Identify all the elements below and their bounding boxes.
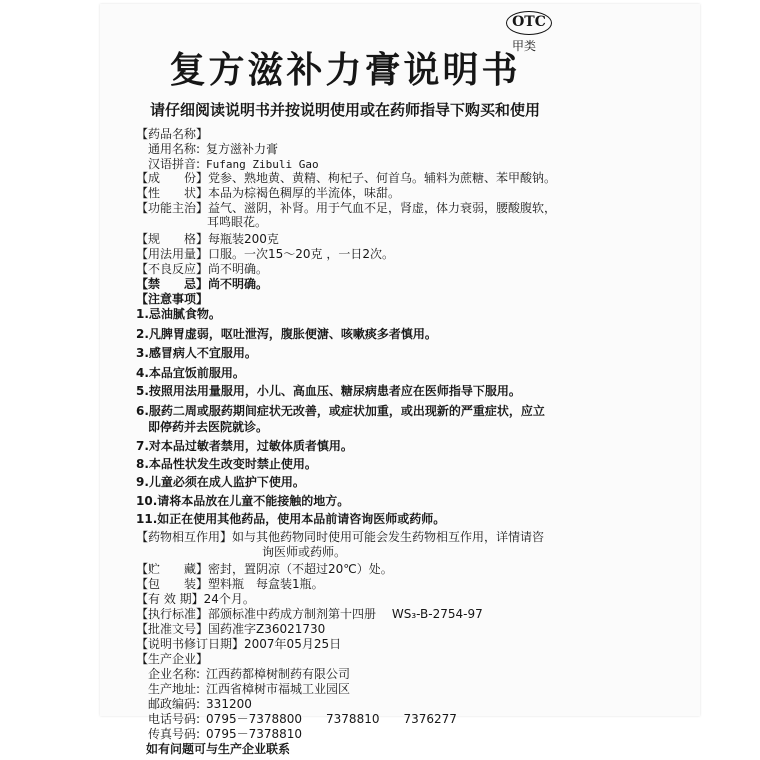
common-name-value: 复方滋补力膏 xyxy=(206,142,279,156)
specification-label: 【规 格】 xyxy=(136,232,209,246)
specification-value: 每瓶装200克 xyxy=(208,232,279,246)
precaution-item: 3.感冒病人不宜服用。 xyxy=(136,346,257,360)
dosage-value: 口服。一次15～20克 ，一日2次。 xyxy=(208,247,395,261)
adverse-value: 尚不明确。 xyxy=(208,262,269,276)
usage-notice: 请仔细阅读说明书并按说明使用或在药师指导下购买和使用 xyxy=(149,101,540,119)
precaution-item: 8.本品性状发生改变时禁止使用。 xyxy=(136,457,317,471)
interactions-cont: 询医师或药师。 xyxy=(262,545,347,559)
dosage-label: 【用法用量】 xyxy=(136,247,209,261)
indications-label: 【功能主治】 xyxy=(136,201,209,215)
precaution-item: 6.服药二周或服药期间症状无改善，或症状加重，或出现新的严重症状，应立 xyxy=(136,404,545,418)
postcode-row xyxy=(148,697,252,711)
phone-label: 电话号码: xyxy=(148,712,201,726)
drug-name-label: 【药品名称】 xyxy=(136,127,209,141)
packaging-row xyxy=(136,577,324,591)
precaution-item: 7.对本品过敏者禁用，过敏体质者慎用。 xyxy=(136,439,353,453)
composition-label: 【成 份】 xyxy=(136,171,209,185)
adverse-row xyxy=(136,262,268,276)
standard-label: 【执行标准】 xyxy=(136,607,209,621)
interactions-row xyxy=(136,530,544,544)
revision-row xyxy=(136,637,341,651)
validity-value: 24个月。 xyxy=(203,592,255,606)
revision-label: 【说明书修订日期】 xyxy=(136,637,245,651)
pinyin-value: Fufang Zibuli Gao xyxy=(206,158,319,171)
postcode-value: 331200 xyxy=(206,697,252,711)
otc-badge: OTC xyxy=(506,11,552,35)
composition-value: 党参、熟地黄、黄精、枸杞子、何首乌。辅料为蔗糖、苯甲酸钠。 xyxy=(208,171,557,185)
precautions-label: 【注意事项】 xyxy=(136,292,209,306)
address-row xyxy=(148,682,350,696)
company-value: 江西药都樟树制药有限公司 xyxy=(206,667,351,681)
postcode-label: 邮政编码: xyxy=(148,697,201,711)
page-title: 复方滋补力膏说明书 xyxy=(169,49,521,91)
phone-row xyxy=(148,712,457,726)
interactions-value: 如与其他药物同时使用可能会发生药物相互作用，详情请咨 xyxy=(232,530,545,544)
character-row xyxy=(136,186,400,200)
validity-row xyxy=(136,592,255,606)
storage-label: 【贮 藏】 xyxy=(136,562,209,576)
specification-row xyxy=(136,232,279,246)
character-label: 【性 状】 xyxy=(136,186,209,200)
fax-label: 传真号码: xyxy=(148,727,201,741)
pinyin-label: 汉语拼音: xyxy=(148,157,201,171)
precaution-item: 11.如正在使用其他药品，使用本品前请咨询医师或药师。 xyxy=(136,512,446,526)
address-label: 生产地址: xyxy=(148,682,201,696)
address-value: 江西省樟树市福城工业园区 xyxy=(206,682,351,696)
phone-value: 0795－7378800 7378810 7376277 xyxy=(206,712,457,726)
revision-value: 2007年05月25日 xyxy=(244,637,342,651)
precaution-item: 1.忌油腻食物。 xyxy=(136,307,221,321)
storage-value: 密封，置阴凉（不超过20℃）处。 xyxy=(208,562,393,576)
precaution-item: 10.请将本品放在儿童不能接触的地方。 xyxy=(136,494,350,508)
dosage-row xyxy=(136,247,394,261)
packaging-value: 塑料瓶 每盒装1瓶。 xyxy=(208,577,324,591)
standard-value: 部颁标准中药成方制剂第十四册 WS₃-B-2754-97 xyxy=(208,607,483,621)
precaution-item: 9.儿童必须在成人监护下使用。 xyxy=(136,475,305,489)
common-name-row xyxy=(148,142,278,156)
indications-cont: 耳鸣眼花。 xyxy=(207,215,268,229)
composition-row xyxy=(136,171,556,185)
indications-value: 益气、滋阴，补肾。用于气血不足，肾虚，体力衰弱，腰酸腹软， xyxy=(208,201,557,215)
precaution-item: 2.凡脾胃虚弱，呕吐泄泻，腹胀便溏、咳嗽痰多者慎用。 xyxy=(136,327,437,341)
character-value: 本品为棕褐色稠厚的半流体，味甜。 xyxy=(208,186,401,200)
indications-row xyxy=(136,201,556,215)
fax-value: 0795－7378810 xyxy=(206,727,303,741)
otc-category: 甲类 xyxy=(512,39,537,53)
pinyin-row xyxy=(148,157,319,172)
company-row xyxy=(148,667,350,681)
packaging-label: 【包 装】 xyxy=(136,577,209,591)
company-label: 企业名称: xyxy=(148,667,201,681)
approval-row xyxy=(136,622,325,636)
contraindications-row xyxy=(136,277,268,291)
approval-label: 【批准文号】 xyxy=(136,622,209,636)
precaution-item-cont: 即停药并去医院就诊。 xyxy=(148,420,269,434)
adverse-label: 【不良反应】 xyxy=(136,262,209,276)
precaution-item: 4.本品宜饭前服用。 xyxy=(136,366,245,380)
manufacturer-label: 【生产企业】 xyxy=(136,652,209,666)
common-name-label: 通用名称: xyxy=(148,142,201,156)
contraindications-value: 尚不明确。 xyxy=(208,277,269,291)
precaution-item: 5.按照用法用量服用，小儿、高血压、糖尿病患者应在医师指导下服用。 xyxy=(136,384,521,398)
fax-row xyxy=(148,727,302,741)
validity-label: 【有 效 期】 xyxy=(136,592,204,606)
footer-contact-note: 如有问题可与生产企业联系 xyxy=(146,742,291,756)
storage-row xyxy=(136,562,393,576)
approval-value: 国药准字Z36021730 xyxy=(208,622,326,636)
standard-row xyxy=(136,607,483,621)
contraindications-label: 【禁 忌】 xyxy=(136,277,209,291)
interactions-label: 【药物相互作用】 xyxy=(136,530,233,544)
